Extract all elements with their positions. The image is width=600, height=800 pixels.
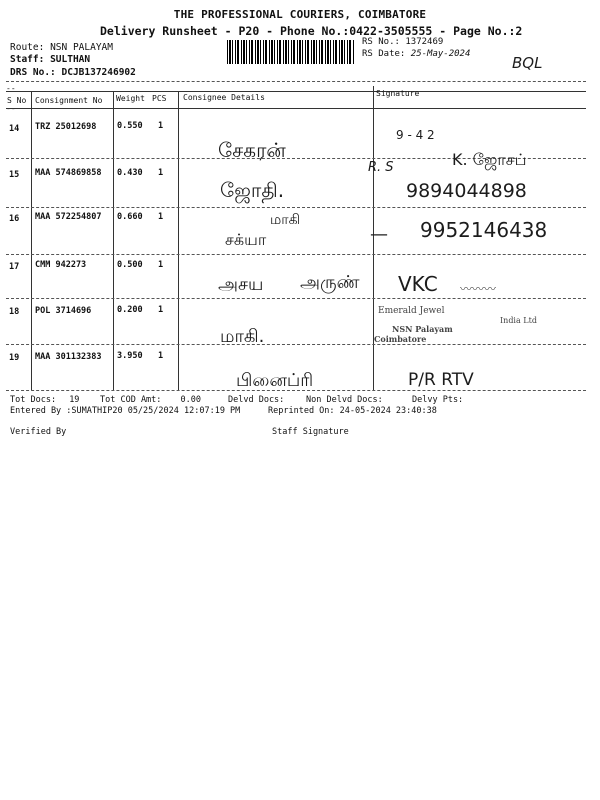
company-name: THE PROFESSIONAL COURIERS, COIMBATORE — [173, 8, 427, 21]
rs-date-label: RS Date: — [362, 49, 406, 59]
row-divider — [6, 344, 586, 345]
divider — [6, 81, 586, 82]
rs-no-value: 1372469 — [405, 37, 444, 47]
staff-value: SULTHAN — [50, 54, 91, 65]
header-dash: -- — [6, 84, 16, 93]
row-consignment: MAA 574869858 — [35, 168, 102, 178]
row-consignment: TRZ 25012698 — [35, 122, 97, 132]
row-sno: 15 — [9, 170, 20, 180]
row-consignee-handwriting: அசய — [218, 274, 264, 295]
row-signature-name: K. ஜோசப் — [452, 150, 527, 169]
staff-signature: Staff Signature — [272, 427, 349, 437]
row-weight: 3.950 — [117, 351, 143, 361]
row-signature-stamp-line: Coimbatore — [374, 334, 427, 344]
handwritten-mark: BQL — [512, 54, 543, 72]
header-dash: -- — [6, 104, 16, 113]
drs-field — [10, 67, 136, 78]
row-signature-stamp-line: NSN Palayam — [392, 324, 453, 334]
rs-date-field — [362, 49, 470, 59]
row-signature-phone: 9894044898 — [406, 180, 527, 202]
col-header-sno: S No — [7, 96, 27, 105]
tot-docs — [10, 395, 79, 405]
row-sno: 16 — [9, 214, 20, 224]
column-rule — [178, 91, 179, 390]
row-divider — [6, 298, 586, 299]
divider — [6, 108, 586, 109]
col-header-consignment: Consignment No — [35, 96, 103, 105]
rs-date-value: 25-May-2024 — [410, 49, 471, 59]
row-sno: 17 — [9, 262, 20, 272]
row-signature-handwriting: 9 - 4 2 — [396, 128, 435, 142]
row-sno: 18 — [9, 307, 20, 317]
rs-no-label: RS No.: — [362, 37, 400, 47]
row-signature-phone: 9952146438 — [420, 218, 548, 242]
row-signature-initials: R. S — [368, 160, 394, 175]
row-pcs: 1 — [158, 351, 164, 361]
row-signature-dash: — — [370, 224, 388, 245]
route-field — [10, 42, 113, 53]
row-pcs: 1 — [158, 212, 164, 222]
tot-cod-label: Tot COD Amt: — [100, 395, 162, 405]
row-consignment: POL 3714696 — [35, 306, 92, 316]
row-weight: 0.660 — [117, 212, 143, 222]
row-consignee-handwriting-2: அருண் — [300, 272, 360, 293]
column-rule — [113, 91, 114, 390]
row-pcs: 1 — [158, 305, 164, 315]
row-signature-handwriting: VKC — [398, 272, 438, 296]
column-rule — [31, 91, 32, 390]
tot-cod — [100, 395, 201, 405]
delvd-docs-label: Delvd Docs: — [228, 395, 285, 405]
row-consignment: MAA 301132383 — [35, 352, 102, 362]
row-sno: 14 — [9, 124, 20, 134]
drs-value: DCJB137246902 — [61, 67, 136, 78]
tot-cod-value: 0.00 — [180, 395, 202, 405]
route-value: NSN PALAYAM — [50, 42, 113, 53]
row-consignee-handwriting: மாகி — [270, 212, 301, 228]
tot-docs-value: 19 — [69, 395, 80, 405]
row-pcs: 1 — [158, 260, 164, 270]
entered-by: Entered By :SUMATHIP20 05/25/2024 12:07:19 PM — [10, 406, 241, 416]
row-weight: 0.500 — [117, 260, 143, 270]
verified-by: Verified By — [10, 427, 67, 437]
row-pcs: 1 — [158, 168, 164, 178]
row-weight: 0.550 — [117, 121, 143, 131]
divider — [6, 91, 586, 92]
row-signature-handwriting: P/R RTV — [408, 370, 474, 390]
non-delvd-docs-label: Non Delvd Docs: — [306, 395, 383, 405]
row-signature-stamp-extra: India Ltd — [500, 316, 537, 325]
drs-label: DRS No.: — [10, 67, 56, 78]
col-header-pcs: PCS — [152, 94, 167, 103]
row-pcs: 1 — [158, 121, 164, 131]
row-weight: 0.200 — [117, 305, 143, 315]
staff-field — [10, 54, 90, 65]
row-signature-stamp: Emerald Jewel — [378, 306, 445, 316]
rs-no-field — [362, 37, 443, 47]
row-consignee-handwriting: பினைப்ரி — [236, 370, 314, 391]
row-consignee-handwriting: ஜோதி. — [220, 178, 285, 202]
reprinted-on: Reprinted On: 24-05-2024 23:40:38 — [268, 406, 437, 416]
barcode-image — [227, 40, 355, 64]
row-consignment: MAA 572254807 — [35, 212, 102, 222]
row-consignee-handwriting: சேகரன் — [218, 138, 286, 162]
row-consignment: CMM 942273 — [35, 260, 87, 270]
row-divider — [6, 207, 586, 208]
runsheet-title: Delivery Runsheet - P20 - Phone No.:0422-3505555 - Page No.:2 — [100, 24, 523, 38]
row-weight: 0.430 — [117, 168, 143, 178]
row-sno: 19 — [9, 353, 20, 363]
row-consignee-handwriting: மாகி. — [220, 326, 265, 347]
col-header-signature: Signature — [376, 89, 420, 98]
tot-docs-label: Tot Docs: — [10, 395, 57, 405]
row-consignee-handwriting-2: சக்யா — [225, 230, 267, 249]
route-label: Route: — [10, 42, 45, 53]
col-header-weight: Weight — [116, 94, 145, 103]
staff-label: Staff: — [10, 54, 45, 65]
delvy-pts-label: Delvy Pts: — [412, 395, 464, 405]
col-header-consignee: Consignee Details — [183, 93, 265, 102]
row-divider — [6, 254, 586, 255]
row-signature-scribble: 〰〰〰 — [460, 282, 497, 296]
